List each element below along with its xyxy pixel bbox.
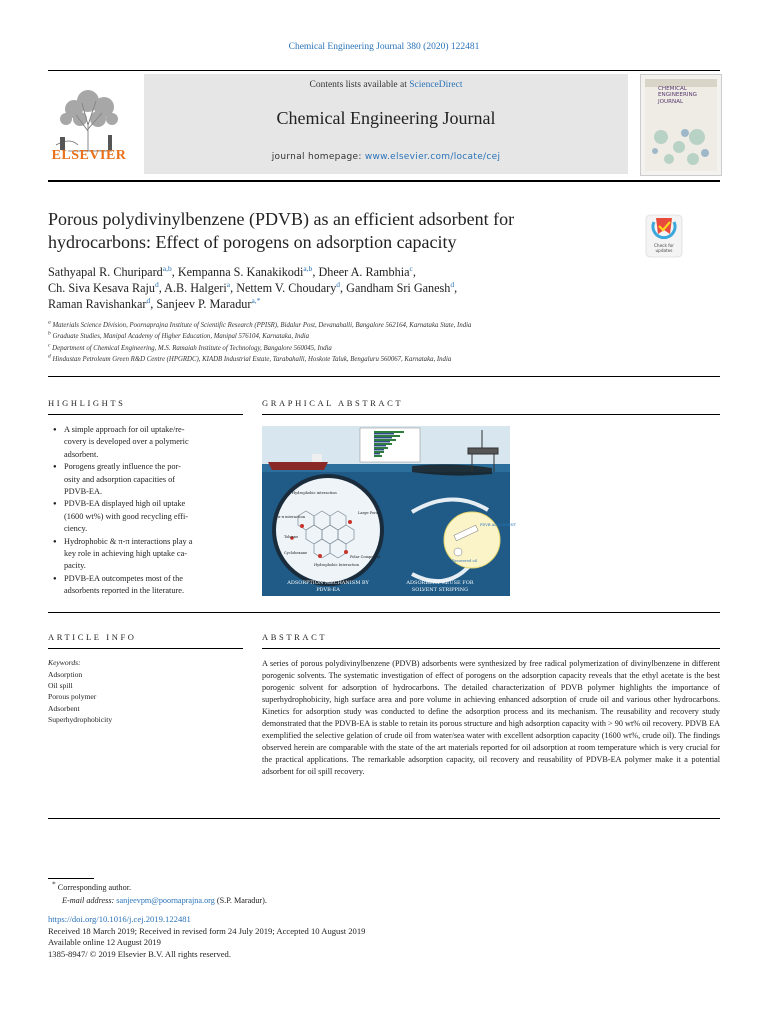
author-affiliation-mark[interactable]: a,* [251, 295, 261, 305]
author-affiliation-mark[interactable]: d [450, 279, 455, 289]
homepage-prefix: journal homepage: [271, 152, 365, 162]
mechanism-label: Hydrophobic interaction [292, 491, 337, 495]
highlight-line: key role in achieving high uptake ca- [64, 549, 188, 559]
author-affiliation-mark[interactable]: d [146, 295, 151, 305]
affiliation-text: Hindustan Petroleum Green R&D Centre (HPGRDC), KIADB Industrial Estate, Tarabahalli, Hoskote Taluk, Bengaluru 560067, Karnataka, India [52, 356, 452, 364]
highlight-line: adsorbents reported in the literature. [64, 586, 185, 596]
keyword-item[interactable]: Oil spill [48, 681, 73, 691]
cover-title-line: JOURNAL [658, 98, 684, 105]
highlights-list [52, 424, 236, 598]
paper-title [48, 208, 608, 254]
inset-bar-chart-icon [360, 428, 420, 462]
mechanism-label: π-π interaction [278, 515, 306, 519]
graphical-abstract-heading: GRAPHICAL ABSTRACT [262, 398, 404, 408]
affiliation-text: Department of Chemical Engineering, M.S. Ramaiah Institute of Technology, Bangalore 560045, India [52, 344, 332, 352]
section-rule [48, 612, 720, 613]
affiliation-text: Materials Science Division, Poornaprajna Institute of Scientific Research (PPISR), Bidalur Post, Devanahalli, Bangalore 562164, Karnataka State, India [52, 322, 472, 329]
crossmark-label: updates [655, 248, 673, 253]
author-separator: , [150, 297, 157, 311]
highlight-item [64, 461, 236, 498]
email-link[interactable]: sanjeevpm@poornaprajna.org [116, 895, 215, 905]
section-rule [48, 648, 243, 649]
homepage-link[interactable]: www.elsevier.com/locate/cej [364, 152, 501, 162]
sciencedirect-link[interactable]: ScienceDirect [409, 80, 463, 90]
affiliation-item [48, 354, 728, 365]
mechanism-label: Hydrophobic Interaction [314, 563, 359, 567]
highlight-item [64, 536, 236, 573]
keyword-item[interactable]: Superhydrophobicity [48, 714, 113, 724]
contents-availability [144, 80, 628, 90]
footnote-marker: * [52, 879, 56, 889]
author-affiliation-mark[interactable]: a [226, 279, 231, 289]
recovery-label: PDVB ADSORBENT [480, 523, 517, 527]
reuse-caption: ADSORBENT REUSE FOR [406, 580, 474, 586]
highlight-line: ciency. [64, 524, 88, 534]
cover-title-line: ENGINEERING [658, 92, 698, 99]
highlight-item [64, 498, 236, 535]
author-name[interactable]: Sanjeev P. Maradur [156, 297, 252, 311]
mechanism-label: Toluene [284, 535, 299, 539]
author-name[interactable]: Nettem V. Choudary [236, 281, 337, 295]
recovery-label: Recovered oil [452, 559, 477, 563]
contents-prefix: Contents lists available at [309, 80, 410, 90]
affiliation-text: Graduate Studies, Manipal Academy of Higher Education, Manipal 576104, Karnataka, India [52, 333, 310, 341]
journal-name: Chemical Engineering Journal [276, 108, 496, 128]
author-name[interactable]: A.B. Halgeri [164, 281, 227, 295]
graphical-abstract-figure[interactable] [262, 426, 517, 596]
received-dates: Received 18 March 2019; Received in revised form 24 July 2019; Accepted 10 August 2019 [48, 925, 366, 936]
highlight-line: (1600 wt%) with good recycling effi- [64, 511, 189, 521]
mechanism-label: Polar Compound [350, 555, 381, 559]
author-separator: , [312, 265, 319, 279]
publication-info [48, 914, 548, 960]
reuse-caption: SOLVENT STRIPPING [411, 587, 469, 593]
affiliation-key: b [48, 331, 51, 338]
affiliation-item [48, 343, 728, 354]
author-separator: , [340, 281, 347, 295]
check-for-updates-icon[interactable] [642, 214, 686, 258]
keyword-item[interactable]: Adsorption [48, 670, 83, 679]
keywords-label: Keywords: [48, 658, 81, 667]
affiliation-key: c [48, 342, 51, 349]
highlight-line: adsorbent. [64, 449, 99, 459]
section-rule [262, 414, 720, 415]
author-name[interactable]: Sathyapal R. Churipard [48, 265, 163, 279]
corresponding-author-footnote [48, 879, 448, 907]
author-line [48, 296, 708, 312]
author-line [48, 280, 708, 296]
author-name[interactable]: Gandham Sri Ganesh [346, 281, 451, 295]
copyright-notice: 1385-8947/ © 2019 Elsevier B.V. All rights reserved. [48, 948, 231, 959]
author-name[interactable]: Dheer A. Rambhia [318, 265, 410, 279]
keyword-item[interactable]: Porous polymer [48, 692, 97, 702]
adsorption-mechanism-diagram [274, 476, 382, 584]
highlight-line: ● PDVB-EA displayed high oil uptake [64, 499, 186, 509]
email-label: E-mail address: [62, 895, 115, 905]
highlight-line: ● A simple approach for oil uptake/re- [64, 425, 185, 434]
author-affiliation-mark[interactable]: d [154, 279, 159, 289]
author-affiliation-mark[interactable]: a,b [162, 263, 172, 273]
title-line: hydrocarbons: Effect of porogens on adsorption capacity [48, 232, 457, 252]
highlight-line: pacity. [64, 561, 86, 571]
email-line [48, 895, 448, 908]
abstract-heading: ABSTRACT [262, 632, 328, 642]
author-affiliation-mark[interactable]: c [409, 263, 413, 273]
section-rule [48, 818, 720, 819]
available-online: Available online 12 August 2019 [48, 937, 161, 948]
mechanism-label: Cyclohexane [284, 551, 308, 555]
affiliation-list [48, 320, 728, 366]
section-rule [48, 376, 720, 377]
affiliation-key: a [48, 319, 51, 326]
highlight-line: PDVB-EA. [64, 487, 103, 497]
author-affiliation-mark[interactable]: d [336, 279, 341, 289]
author-name[interactable]: Kempanna S. Kanakikodi [177, 265, 304, 279]
keywords-list [48, 669, 112, 725]
corresponding-author-line [48, 879, 448, 895]
elsevier-wordmark: ELSEVIER [51, 148, 127, 163]
cover-title-line: CHEMICAL [658, 86, 687, 92]
title-line: Porous polydivinylbenzene (PDVB) as an efficient adsorbent for [48, 209, 515, 229]
header-rule [48, 180, 720, 182]
article-info-heading: ARTICLE INFO [48, 632, 137, 642]
journal-citation[interactable]: Chemical Engineering Journal 380 (2020) 122481 [288, 42, 480, 52]
affiliation-item [48, 320, 728, 331]
section-rule [262, 648, 720, 649]
author-list [48, 264, 708, 312]
doi-link[interactable]: https://doi.org/10.1016/j.cej.2019.122481 [48, 914, 191, 924]
mechanism-caption: PDVB-EA [316, 587, 340, 593]
journal-homepage [144, 152, 628, 162]
cover-title [658, 86, 718, 105]
author-separator: , [158, 281, 165, 295]
corresponding-author-text: Corresponding author. [57, 883, 132, 892]
affiliation-key: d [48, 353, 51, 360]
highlight-line: covery is developed over a polymeric [64, 437, 189, 447]
crossmark-label: Check for [654, 243, 674, 248]
author-separator: , [171, 265, 178, 279]
mechanism-label: Large Pore [358, 511, 379, 515]
highlight-item [64, 573, 236, 598]
highlights-heading: HIGHLIGHTS [48, 398, 126, 408]
highlight-line: ● Hydrophobic & π-π interactions play a [64, 536, 193, 546]
header-rule [48, 70, 720, 71]
highlight-item [64, 424, 236, 461]
author-separator: , [230, 281, 237, 295]
section-rule [48, 414, 243, 415]
keyword-item[interactable]: Adsorbent [48, 703, 80, 713]
highlight-line: osity and adsorption capacities of [64, 474, 176, 484]
author-affiliation-mark[interactable]: a,b [303, 263, 313, 273]
author-name[interactable]: Raman Ravishankar [48, 297, 147, 311]
author-name[interactable]: Ch. Siva Kesava Raju [48, 281, 155, 295]
email-owner: (S.P. Maradur). [216, 895, 267, 905]
mechanism-caption: ADSORPTION MECHANISM BY [287, 580, 369, 586]
author-separator: , [454, 281, 458, 295]
highlight-line: ● PDVB-EA outcompetes most of the [64, 573, 183, 583]
author-line [48, 264, 708, 280]
affiliation-item [48, 331, 728, 342]
abstract-body: A series of porous polydivinylbenzene (PDVB) adsorbents were synthesized by free radical polymerization of divinylbenzene in different porogenic solvents. The systematic investigation of effect of porogens on the adsorption capacity reveals that the ethyl acetate is the best porogenic solvent for adsorption of hydrocarbons. The detailed characterization of PDVB polymer highlights the importance of superhydrophobicity, high surface area and pore volume in achieving enhanced adsorption of crude oil and various other hydrocarbons. Kinetics for adsorption study was conducted to define the adsorption process and its mechanism. The reusability and recovery study demonstrated that the PDVB-EA is stable to retain its porous structure and high adsorption capacity with > 90 wt% oil recovery. PDVB EA exemplified the selective gelation of crude oil from water/sea water with excellent adsorption capacity (1600 wt%, crude oil). The findings observed herein are comparable with the state of the art materials reported for oil adsorption at room temperature which is very crucial for the practical applications. The remarkable adsorption capacity, oil recovery and reusability of PDVB-EA polymer make it a potential adsorbent for oil spill recovery. [262, 659, 720, 777]
author-separator: , [412, 265, 416, 279]
highlight-line: ● Porogens greatly influence the por- [64, 462, 181, 472]
